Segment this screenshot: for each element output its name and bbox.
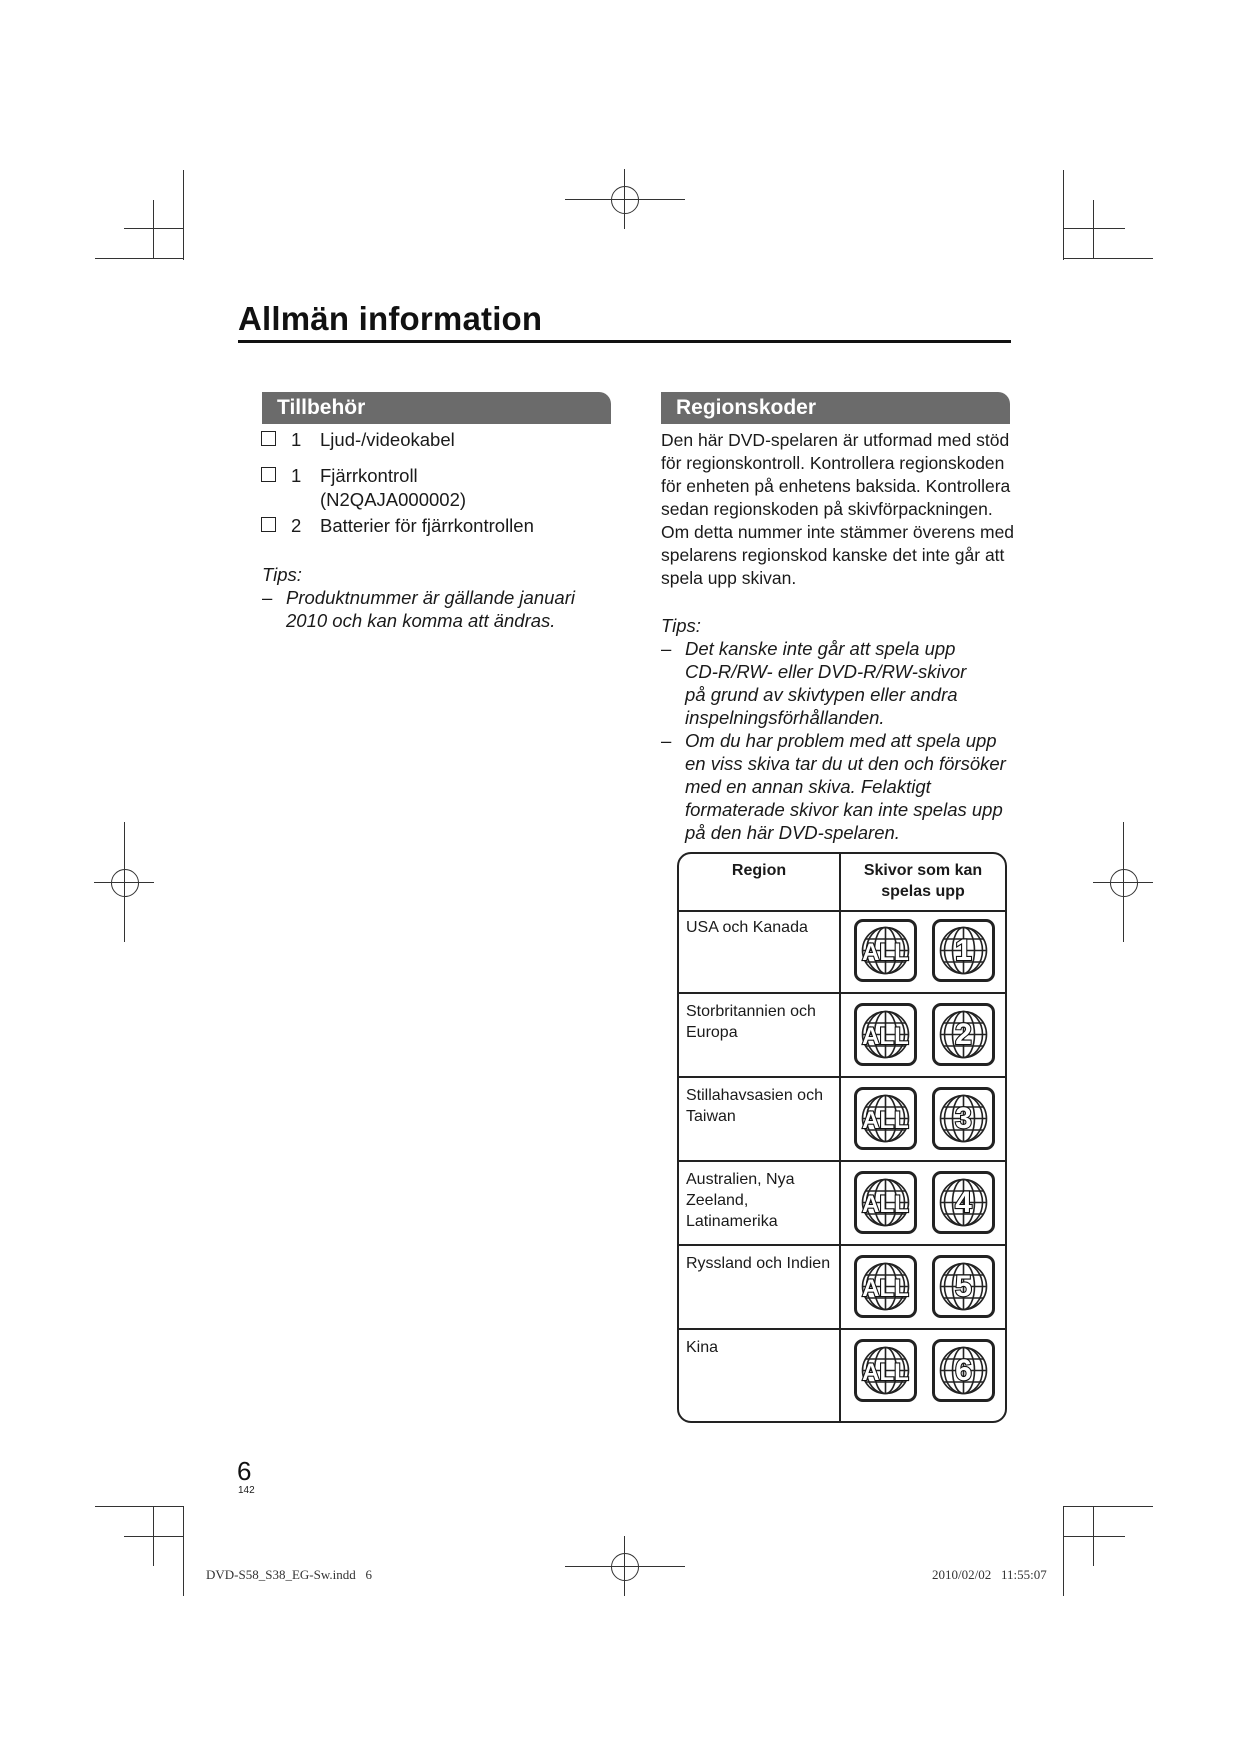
- region-badge-label: 4: [955, 1186, 972, 1219]
- tip-item: [661, 637, 1013, 729]
- tip-dash: –: [262, 587, 273, 608]
- checkbox-icon: [261, 431, 276, 446]
- table-row: [679, 1246, 1005, 1330]
- region-table-header: [679, 854, 1005, 912]
- globe-icon: [857, 1174, 914, 1231]
- region-badge-all: [854, 1171, 917, 1234]
- region-table: [677, 852, 1007, 1423]
- region-badge-all: [854, 1087, 917, 1150]
- region-badge-number: [932, 1087, 995, 1150]
- region-badge-all: [854, 1339, 917, 1402]
- region-badge-number: [932, 1255, 995, 1318]
- page-number: 6: [237, 1456, 252, 1486]
- region-badge-label: 3: [955, 1102, 972, 1135]
- tip-item: [262, 586, 592, 632]
- accessory-qty: 1: [291, 429, 302, 450]
- region-badge-label: ALL: [862, 1359, 909, 1386]
- column-region: Region: [731, 862, 787, 879]
- tips-label: Tips:: [262, 564, 302, 585]
- globe-icon: [857, 1090, 914, 1147]
- accessory-name: [320, 464, 650, 512]
- region-tips: [661, 614, 1013, 844]
- globe-icon: [857, 922, 914, 979]
- region-name: USA och Kanada: [686, 919, 808, 936]
- region-badge-all: [854, 919, 917, 982]
- tip-text: Om du har problem med att spela upp en viss skiva tar du ut den och försöker med en annan skiva. Felaktigt formaterade skivor kan inte spelas upp på den här DVD-spelaren.: [685, 730, 1006, 843]
- table-row: [679, 994, 1005, 1078]
- footer-timestamp: 2010/02/02 11:55:07: [932, 1567, 1047, 1582]
- globe-icon: [857, 1342, 914, 1399]
- accessory-qty: 1: [291, 465, 302, 486]
- region-badge-label: 1: [955, 934, 972, 967]
- region-badge-label: ALL: [862, 1191, 909, 1218]
- globe-icon: [857, 1006, 914, 1063]
- region-name: Kina: [686, 1339, 719, 1356]
- globe-icon: [935, 1006, 992, 1063]
- region-codes-heading: Regionskoder: [661, 392, 1010, 424]
- checkbox-icon: [261, 517, 276, 532]
- accessory-name: Ljud-/videokabel: [320, 429, 455, 450]
- globe-icon: [857, 1258, 914, 1315]
- accessories-tips: [262, 563, 592, 632]
- tip-item: [661, 729, 1013, 844]
- region-badge-label: 6: [955, 1354, 972, 1387]
- accessory-name: Batterier för fjärrkontrollen: [320, 515, 534, 536]
- footer-filename: DVD-S58_S38_EG-Sw.indd 6: [206, 1567, 372, 1582]
- region-badge-number: [932, 1339, 995, 1402]
- table-row: [679, 910, 1005, 994]
- region-badge-all: [854, 1003, 917, 1066]
- region-badge-label: ALL: [862, 1023, 909, 1050]
- tip-text: Produktnummer är gällande januari 2010 och kan komma att ändras.: [286, 587, 575, 631]
- globe-icon: [935, 1090, 992, 1147]
- title-rule: [238, 340, 1011, 343]
- region-name: Australien, Nya Zeeland, Latinamerika: [686, 1171, 795, 1230]
- tip-dash: –: [661, 730, 672, 751]
- tip-dash: –: [661, 638, 672, 659]
- region-badge-label: ALL: [862, 1275, 909, 1302]
- region-badge-label: 2: [955, 1018, 972, 1051]
- region-badge-label: 5: [955, 1270, 972, 1303]
- region-codes-body: Den här DVD-spelaren är utformad med stöd för regionskontroll. Kontrollera regionskoden för enheten på enhetens baksida. Kontrollera sedan regionskoden på skivförpackningen. Om detta nummer inte stämmer överens med spelarens regionskod kanske det inte går att spela upp skivan.: [661, 430, 1015, 588]
- region-badge-number: [932, 919, 995, 982]
- tips-label: Tips:: [661, 615, 701, 636]
- region-badge-all: [854, 1255, 917, 1318]
- accessory-qty: 2: [291, 515, 302, 536]
- page-sub-number: 142: [238, 1485, 255, 1496]
- region-name: Storbritannien och Europa: [686, 1003, 816, 1041]
- checkbox-icon: [261, 467, 276, 482]
- accessory-model-number: (N2QAJA000002): [320, 489, 467, 510]
- accessories-heading: Tillbehör: [262, 392, 611, 424]
- region-badge-label: ALL: [862, 939, 909, 966]
- region-badge-label: ALL: [862, 1107, 909, 1134]
- column-discs: Skivor som kan spelas upp: [863, 862, 983, 900]
- globe-icon: [935, 922, 992, 979]
- globe-icon: [935, 1342, 992, 1399]
- region-name: Ryssland och Indien: [686, 1255, 831, 1272]
- page-title: Allmän information: [238, 300, 543, 337]
- tip-text: Det kanske inte går att spela upp CD-R/RW- eller DVD-R/RW-skivor på grund av skivtypen eller andra inspelningsförhållanden.: [685, 638, 967, 728]
- accessory-name-line1: Fjärrkontroll: [320, 465, 418, 486]
- region-name: Stillahavsasien och Taiwan: [686, 1087, 823, 1125]
- table-row: [679, 1078, 1005, 1162]
- globe-icon: [935, 1174, 992, 1231]
- region-badge-number: [932, 1003, 995, 1066]
- globe-icon: [935, 1258, 992, 1315]
- table-row: [679, 1330, 1005, 1421]
- table-row: [679, 1162, 1005, 1246]
- region-badge-number: [932, 1171, 995, 1234]
